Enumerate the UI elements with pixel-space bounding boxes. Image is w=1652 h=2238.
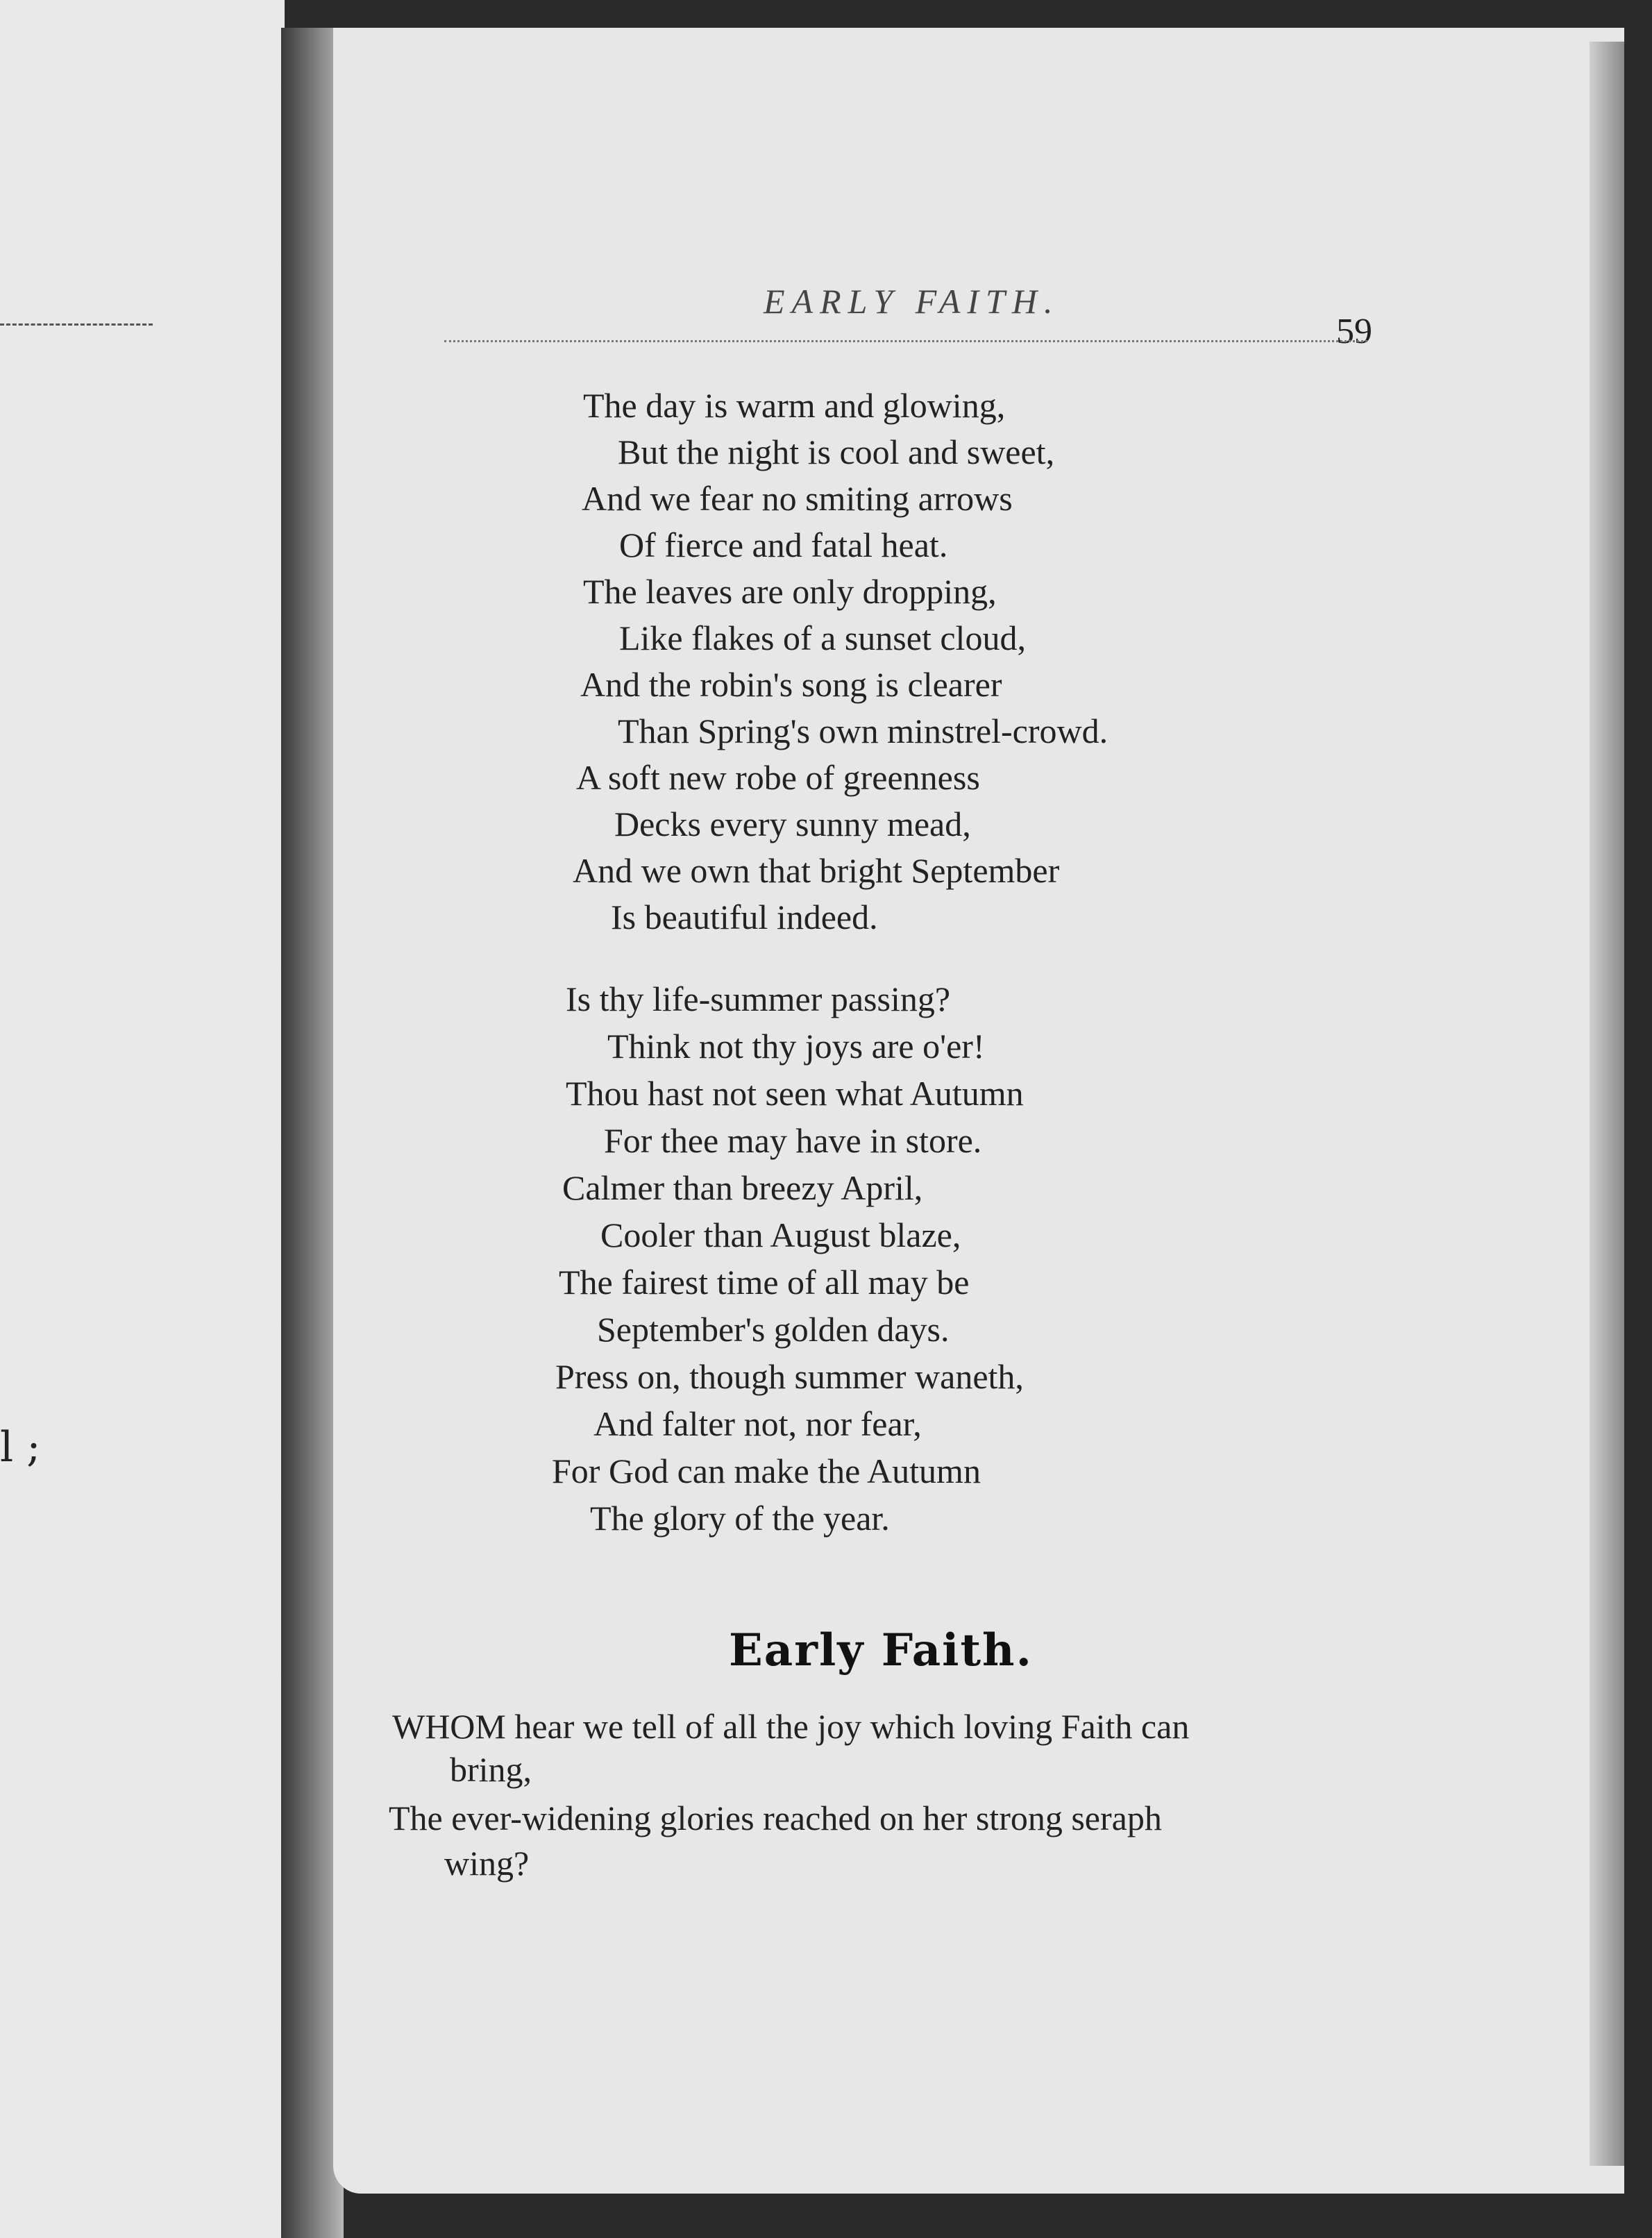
poem-line: Thou hast not seen what Autumn bbox=[566, 1074, 1024, 1113]
poem-line: But the night is cool and sweet, bbox=[618, 432, 1055, 471]
poem-line: Is beautiful indeed. bbox=[611, 898, 878, 936]
page-edge bbox=[1590, 42, 1624, 2166]
poem-line: For thee may have in store. bbox=[604, 1121, 982, 1160]
poem-line: And we fear no smiting arrows bbox=[582, 479, 1013, 518]
poem-line: Like flakes of a sunset cloud, bbox=[619, 619, 1026, 657]
poem-line: The fairest time of all may be bbox=[559, 1263, 970, 1302]
poem-title: Early Faith. bbox=[729, 1624, 1033, 1676]
poem-line: The ever-widening glories reached on her strong seraph bbox=[389, 1799, 1162, 1837]
poem-line: Cooler than August blaze, bbox=[600, 1215, 961, 1254]
left-facing-page bbox=[0, 0, 285, 2238]
poem-line: bring, bbox=[450, 1750, 532, 1789]
poem-line: wing? bbox=[444, 1844, 530, 1883]
poem-line: WHOM hear we tell of all the joy which loving Faith can bbox=[392, 1707, 1190, 1746]
poem-line: A soft new robe of greenness bbox=[576, 758, 980, 797]
poem-line: Calmer than breezy April, bbox=[562, 1168, 923, 1207]
left-page-fragment: l ; bbox=[0, 1423, 41, 1472]
poem-line: The glory of the year. bbox=[590, 1499, 890, 1538]
poem-line: Of fierce and fatal heat. bbox=[619, 525, 948, 564]
poem-line: Press on, though summer waneth, bbox=[555, 1357, 1024, 1396]
poem-line: The leaves are only dropping, bbox=[583, 572, 997, 611]
poem-line: September's golden days. bbox=[597, 1310, 950, 1349]
poem-line: The day is warm and glowing, bbox=[583, 386, 1006, 425]
left-page-rule bbox=[0, 323, 153, 326]
poem-line: And we own that bright September bbox=[573, 851, 1060, 890]
poem-line: And falter not, nor fear, bbox=[593, 1404, 922, 1443]
poem-line: For God can make the Autumn bbox=[552, 1452, 981, 1490]
header-rule bbox=[444, 340, 1367, 342]
poem-line: Decks every sunny mead, bbox=[614, 805, 971, 843]
poem-line: Than Spring's own minstrel-crowd. bbox=[618, 712, 1109, 750]
poem-line: Think not thy joys are o'er! bbox=[607, 1027, 985, 1066]
poem-line: Is thy life-summer passing? bbox=[566, 979, 951, 1018]
poem-line: And the robin's song is clearer bbox=[580, 665, 1002, 704]
page-number: 59 bbox=[1336, 312, 1372, 351]
running-head: EARLY FAITH. bbox=[764, 282, 1060, 321]
